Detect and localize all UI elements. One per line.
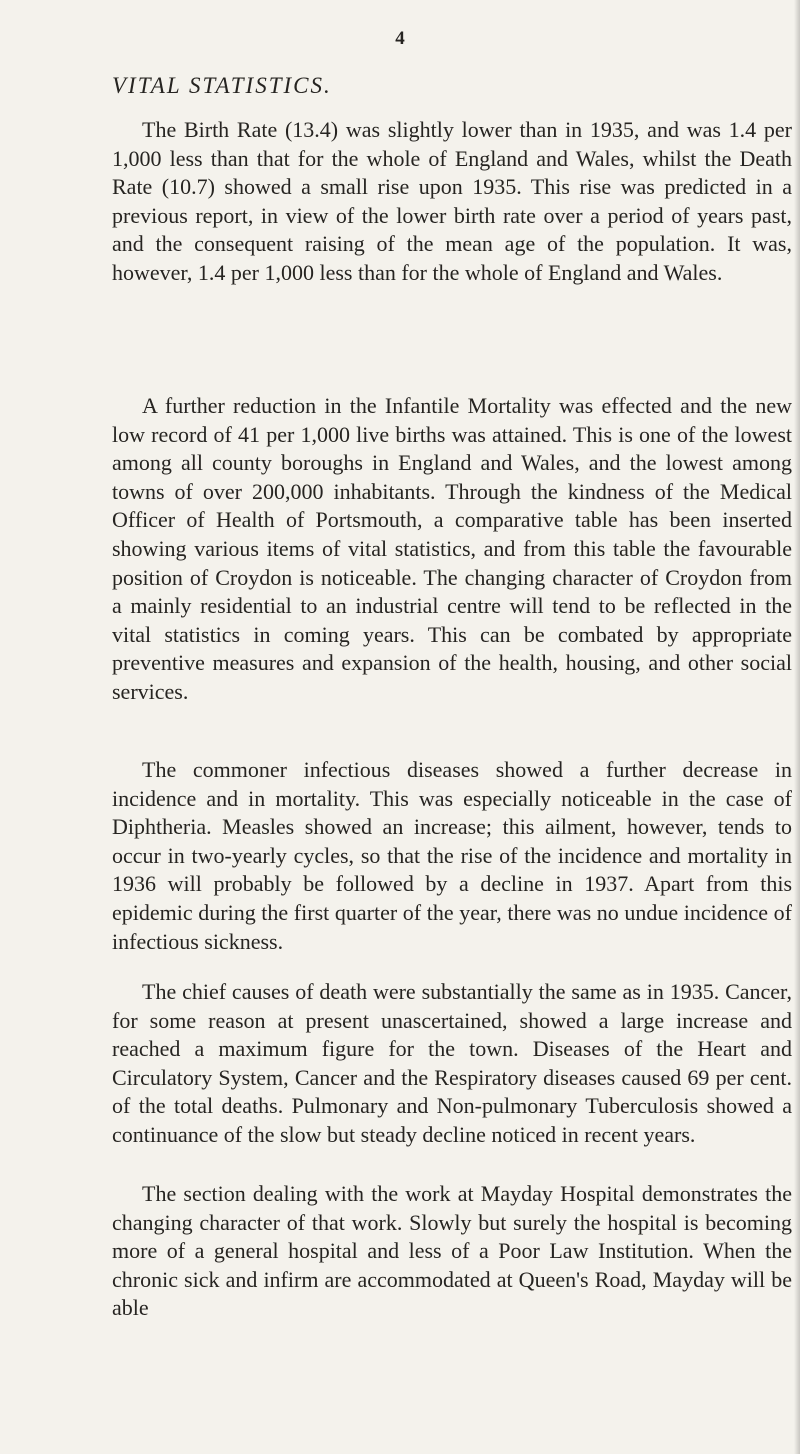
paragraph-mayday-hospital: The section dealing with the work at Mayday Hospital demonstrates the changing character of that work. Slowly but surely the hospital is becoming more of a general hospital and less of a Poor Law Institution. When the chronic sick and infirm are accommodated at Queen's Road, Mayday will be able (112, 1181, 792, 1321)
paragraph-birth-death-rates: The Birth Rate (13.4) was slightly lower than in 1935, and was 1.4 per 1,000 less than that for the whole of England and Wales, whilst the Death Rate (10.7) showed a small rise upon 1935. This rise was predicted in a previous report, in view of the lower birth rate over a period of years past, and the consequent raising of the mean age of the population. It was, however, 1.4 per 1,000 less than for the whole of England and Wales. (112, 117, 792, 285)
paragraph-infectious-diseases: The commoner infectious diseases showed a further decrease in incidence and in mortality. This was especially noticeable in the case of Diphtheria. Measles showed an increase; this ailment, however, tends to occur in two-yearly cycles, so that the rise of the incidence and mortality in 1936 will probably be followed by a decline in 1937. Apart from this epidemic during the first quarter of the year, there was no undue incidence of infectious sickness. (112, 757, 792, 954)
paragraph-causes-of-death: The chief causes of death were substantially the same as in 1935. Cancer, for some reason at present unascertained, showed a large increase and reached a maximum figure for the town. Diseases of the Heart and Circulatory System, Cancer and the Respiratory diseases caused 69 per cent. of the total deaths. Pulmonary and Non-pulmonary Tuberculosis showed a continuance of the slow but steady decline noticed in recent years. (112, 979, 792, 1147)
page-number: 4 (395, 28, 405, 49)
section-heading: VITAL STATISTICS. (112, 73, 332, 98)
page-edge-shadow (794, 0, 800, 1454)
paragraph-infantile-mortality: A further reduction in the Infantile Mortality was effected and the new low record of 41 per 1,000 live births was attained. This is one of the lowest among all county boroughs in England and Wales, and the lowest among towns of over 200,000 inhabitants. Through the kindness of the Medical Officer of Health of Portsmouth, a comparative table has been inserted showing various items of vital statistics, and from this table the favourable position of Croydon is noticeable. The changing character of Croydon from a mainly residential to an industrial centre will tend to be reflected in the vital statistics in coming years. This can be combated by appropriate preventive measures and expansion of the health, housing, and other social services. (112, 393, 792, 704)
